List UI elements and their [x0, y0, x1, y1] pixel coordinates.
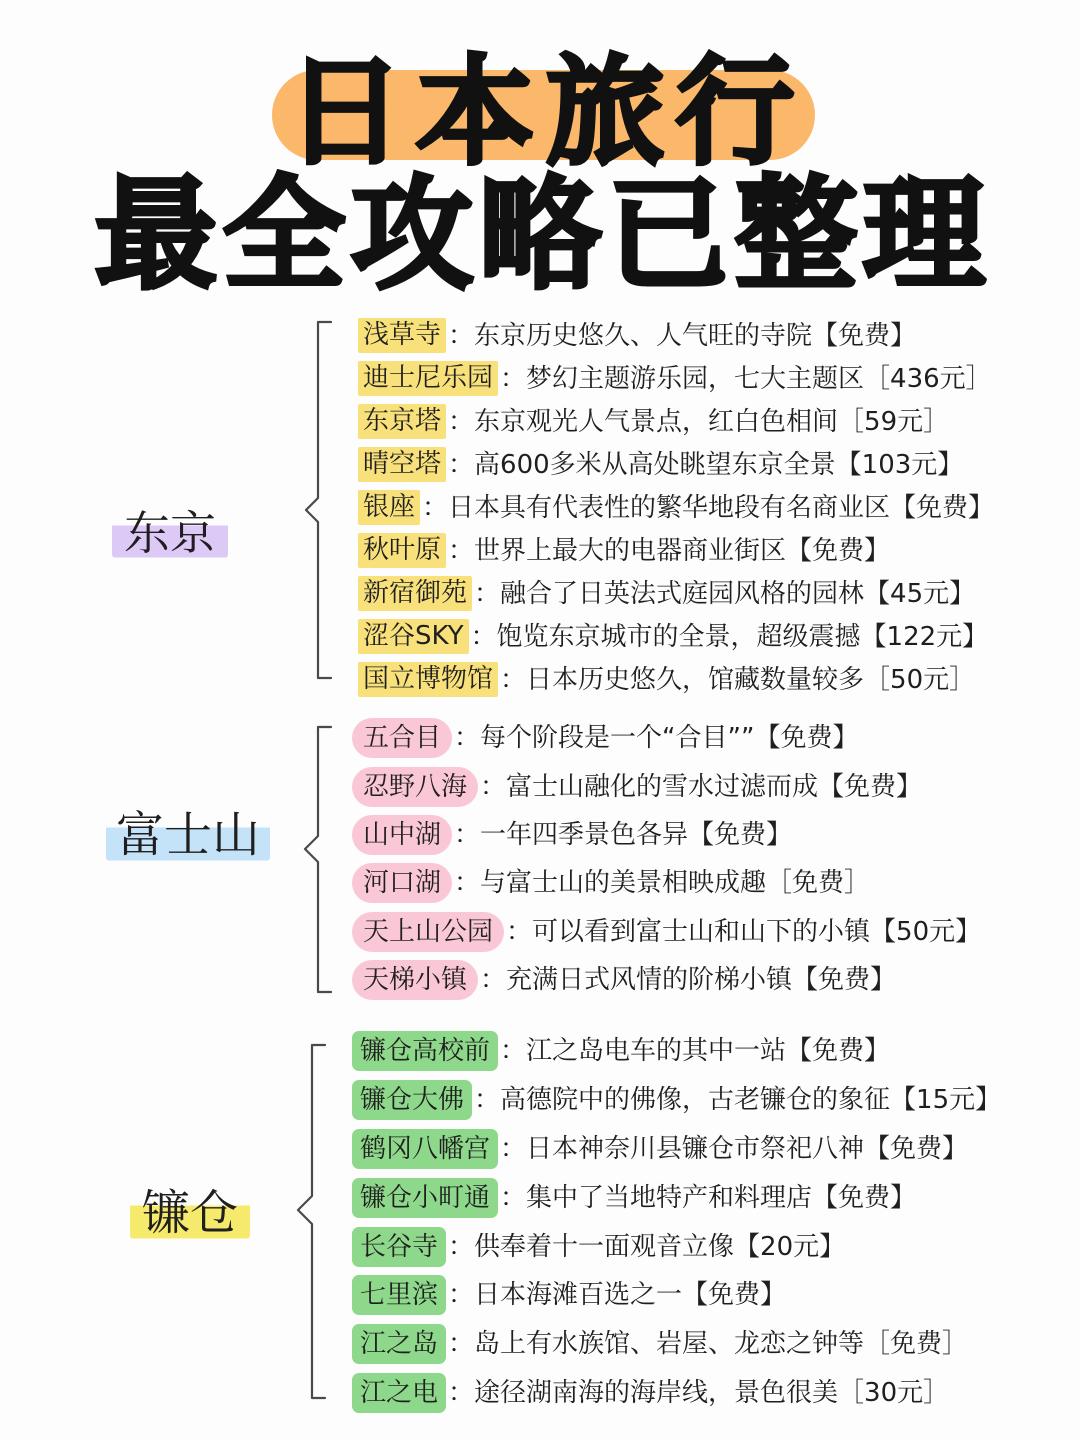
attraction-row: [352, 1320, 1001, 1369]
section-label-fuji: 富士山: [106, 808, 270, 862]
attraction-price: ［50元］: [864, 664, 976, 695]
attraction-price: ［436元］: [864, 363, 992, 394]
attraction-row: [352, 956, 981, 1004]
attraction-price: 【免费】: [682, 1280, 787, 1311]
separator: ：: [500, 664, 527, 695]
attraction-price: 【122元】: [860, 621, 989, 652]
attraction-price: 【免费】: [688, 819, 793, 850]
attraction-price: 【103元】: [835, 449, 964, 480]
attraction-price: 【20元】: [734, 1231, 846, 1262]
separator: ：: [448, 320, 475, 351]
attraction-name: 江之岛: [352, 1324, 446, 1364]
fuji-attractions-list: [352, 714, 981, 1004]
separator: ：: [480, 771, 507, 802]
attraction-description: 世界上最大的电器商业街区: [474, 535, 787, 566]
attraction-row: [358, 443, 994, 486]
attraction-row: [352, 1369, 1001, 1418]
attraction-name: 涩谷SKY: [358, 619, 469, 654]
attraction-name: 迪士尼乐园: [358, 361, 498, 396]
page-title-line2: 最全攻略已整理: [95, 164, 991, 306]
attraction-name: 镰仓高校前: [352, 1031, 498, 1071]
separator: ：: [448, 1377, 475, 1408]
separator: ：: [454, 868, 481, 899]
attraction-row: [352, 1076, 1001, 1125]
attraction-price: ［免费］: [864, 1329, 969, 1360]
attraction-price: 【免费】: [812, 1182, 917, 1213]
attraction-description: 高600多米从高处眺望东京全景: [474, 449, 836, 480]
separator: ：: [474, 578, 501, 609]
attraction-price: 【15元】: [890, 1085, 1002, 1116]
attraction-description: 每个阶段是一个“合目””: [480, 723, 755, 754]
separator: ：: [480, 965, 507, 996]
separator: ：: [500, 363, 527, 394]
attraction-description: 供奉着十一面观音立像: [474, 1231, 735, 1262]
attraction-name: 天梯小镇: [352, 960, 478, 1000]
attraction-name: 国立博物馆: [358, 662, 498, 697]
attraction-row: [352, 762, 981, 810]
attraction-row: [352, 1125, 1001, 1174]
attraction-description: 日本具有代表性的繁华地段有名商业区: [448, 492, 891, 523]
attraction-name: 天上山公园: [352, 912, 504, 952]
attraction-price: 【免费】: [754, 723, 859, 754]
kamakura-bracket: [298, 1045, 325, 1398]
attraction-name: 忍野八海: [352, 767, 478, 807]
separator: ：: [448, 535, 475, 566]
attraction-price: 【免费】: [812, 320, 917, 351]
attraction-row: [352, 714, 981, 762]
separator: ：: [448, 406, 475, 437]
attraction-price: 【免费】: [890, 492, 995, 523]
attraction-price: 【45元】: [864, 578, 976, 609]
attraction-row: [352, 1173, 1001, 1222]
attraction-name: 秋叶原: [358, 533, 446, 568]
separator: ：: [448, 449, 475, 480]
attraction-name: 镰仓大佛: [352, 1080, 472, 1120]
fuji-bracket: [305, 727, 331, 992]
attraction-name: 新宿御苑: [358, 576, 472, 611]
attraction-name: 山中湖: [352, 815, 452, 855]
attraction-description: 日本海滩百选之一: [474, 1280, 683, 1311]
separator: ：: [448, 1329, 475, 1360]
attraction-description: 日本历史悠久，馆藏数量较多: [526, 664, 865, 695]
kamakura-attractions-list: [352, 1027, 1001, 1417]
attraction-description: 充满日式风情的阶梯小镇: [506, 965, 793, 996]
attraction-row: [358, 486, 994, 529]
attraction-name: 晴空塔: [358, 447, 446, 482]
attraction-name: 五合目: [352, 718, 452, 758]
attraction-description: 东京观光人气景点，红白色相间: [474, 406, 839, 437]
attraction-description: 江之岛电车的其中一站: [526, 1036, 787, 1067]
attraction-description: 岛上有水族馆、岩屋、龙恋之钟等: [474, 1329, 865, 1360]
separator: ：: [454, 819, 481, 850]
attraction-description: 高德院中的佛像，古老镰仓的象征: [500, 1085, 891, 1116]
separator: ：: [500, 1182, 527, 1213]
section-label-kamakura: 镰仓: [130, 1186, 250, 1240]
attraction-price: 【50元】: [870, 916, 982, 947]
attraction-name: 江之电: [352, 1373, 446, 1413]
attraction-row: [352, 811, 981, 859]
separator: ：: [500, 1133, 527, 1164]
separator: ：: [422, 492, 449, 523]
attraction-name: 鹤冈八幡宫: [352, 1129, 498, 1169]
attraction-description: 集中了当地特产和料理店: [526, 1182, 813, 1213]
attraction-name: 河口湖: [352, 863, 452, 903]
attraction-description: 可以看到富士山和山下的小镇: [532, 916, 871, 947]
attraction-description: 与富士山的美景相映成趣: [480, 868, 767, 899]
attraction-price: 【免费】: [786, 1036, 891, 1067]
separator: ：: [448, 1280, 475, 1311]
separator: ：: [474, 1085, 501, 1116]
attraction-name: 长谷寺: [352, 1227, 446, 1267]
attraction-price: ［免费］: [766, 868, 871, 899]
tokyo-bracket: [306, 322, 331, 678]
attraction-description: 梦幻主题游乐园，七大主题区: [526, 363, 865, 394]
section-label-tokyo: 东京: [112, 507, 228, 559]
attraction-row: [358, 357, 994, 400]
attraction-price: 【免费】: [818, 771, 923, 802]
separator: ：: [454, 723, 481, 754]
attraction-row: [358, 314, 994, 357]
attraction-name: 七里滨: [352, 1275, 446, 1315]
attraction-row: [358, 400, 994, 443]
attraction-description: 饱览东京城市的全景，超级震撼: [496, 621, 861, 652]
tokyo-attractions-list: [358, 314, 994, 701]
attraction-price: ［59元］: [838, 406, 950, 437]
attraction-name: 镰仓小町通: [352, 1178, 498, 1218]
attraction-row: [358, 572, 994, 615]
attraction-description: 一年四季景色各异: [480, 819, 689, 850]
attraction-row: [352, 1222, 1001, 1271]
page-title-line1: 日本旅行: [285, 43, 806, 181]
separator: ：: [500, 1036, 527, 1067]
attraction-row: [352, 859, 981, 907]
attraction-price: ［30元］: [838, 1377, 950, 1408]
attraction-row: [352, 1271, 1001, 1320]
attraction-row: [352, 1027, 1001, 1076]
attraction-name: 银座: [358, 490, 420, 525]
attraction-price: 【免费】: [786, 535, 891, 566]
attraction-name: 东京塔: [358, 404, 446, 439]
attraction-row: [358, 658, 994, 701]
attraction-price: 【免费】: [864, 1133, 969, 1164]
separator: ：: [470, 621, 497, 652]
attraction-price: 【免费】: [792, 965, 897, 996]
attraction-description: 途径湖南海的海岸线，景色很美: [474, 1377, 839, 1408]
attraction-description: 融合了日英法式庭园风格的园林: [500, 578, 865, 609]
attraction-description: 东京历史悠久、人气旺的寺院: [474, 320, 813, 351]
attraction-description: 富士山融化的雪水过滤而成: [506, 771, 819, 802]
separator: ：: [506, 916, 533, 947]
separator: ：: [448, 1231, 475, 1262]
attraction-row: [358, 615, 994, 658]
attraction-row: [358, 529, 994, 572]
attraction-row: [352, 908, 981, 956]
attraction-name: 浅草寺: [358, 318, 446, 353]
attraction-description: 日本神奈川县镰仓市祭祀八神: [526, 1133, 865, 1164]
